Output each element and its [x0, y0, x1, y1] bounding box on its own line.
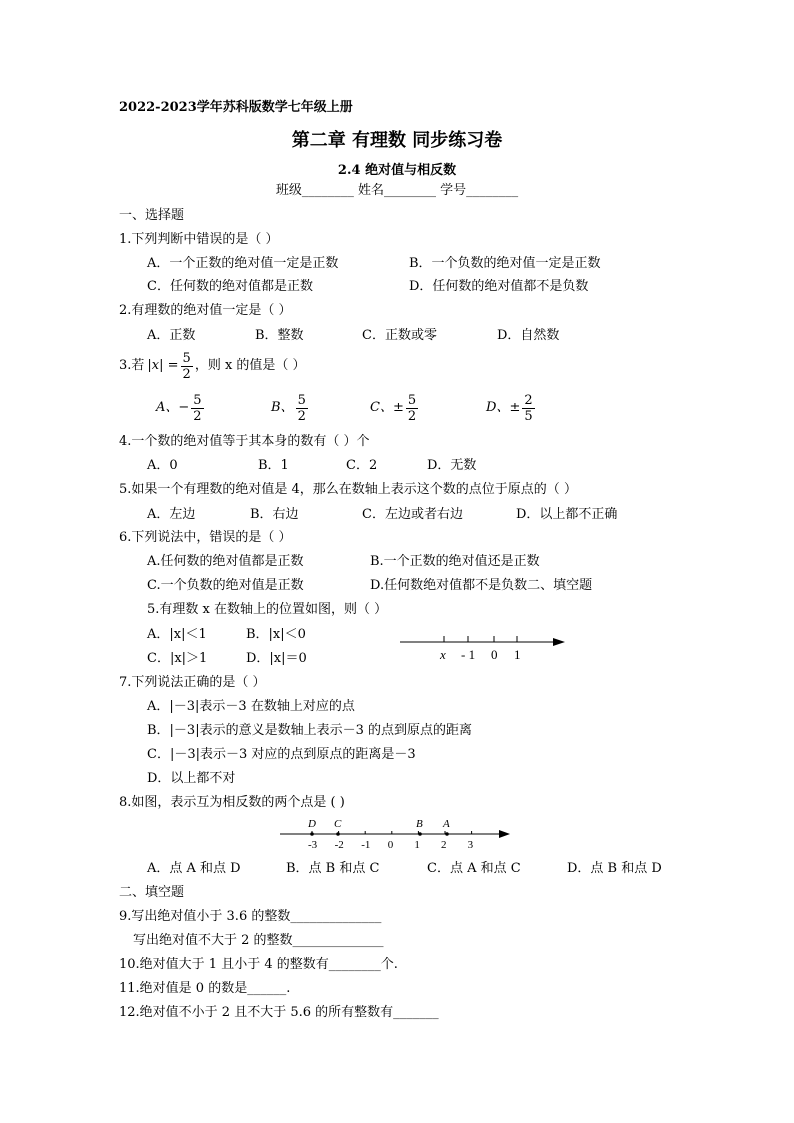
- option-a: A.任何数的绝对值都是正数: [147, 554, 304, 569]
- option-d: D．以上都不正确: [516, 507, 618, 522]
- arrow-head: [553, 638, 565, 646]
- question-stem: 7.下列说法正确的是（ ）: [119, 675, 266, 690]
- option-d: D．任何数的绝对值都不是负数: [409, 279, 589, 294]
- fraction: $\frac{5}{2}$: [297, 392, 306, 424]
- point-d: [310, 832, 314, 836]
- option-b: B．一个负数的绝对值一定是正数: [409, 256, 601, 271]
- tick-label: 2: [441, 839, 447, 851]
- arrow-head: [499, 830, 510, 838]
- number-line-figure: [278, 815, 514, 853]
- option-c: C．左边或者右边: [362, 507, 463, 522]
- option-b: B、 $\frac{5}{2}$: [271, 392, 306, 424]
- stem-suffix: ，则 x 的值是（ ）: [194, 358, 306, 373]
- point-b: [418, 832, 422, 836]
- option-b: B．点 B 和点 C: [286, 861, 380, 876]
- option-d: D．点 B 和点 D: [567, 861, 662, 876]
- chapter-title: 第二章 有理数 同步练习卷: [291, 130, 503, 151]
- option-c: C．|－3|表示－3 对应的点到原点的距离是－3: [147, 747, 416, 762]
- course-title: 2022-2023学年苏科版数学七年级上册: [119, 100, 353, 115]
- option-a: A．点 A 和点 D: [147, 861, 241, 876]
- section-heading-fill: 二、填空题: [119, 885, 185, 900]
- option-b: B．整数: [255, 328, 304, 343]
- option-b: B.一个正数的绝对值还是正数: [370, 554, 540, 569]
- section-title: 2.4 绝对值与相反数: [337, 163, 457, 178]
- question-stem: 2.有理数的绝对值一定是（ ）: [119, 303, 292, 318]
- label-minus-1: - 1: [461, 647, 476, 662]
- option-c: C、 ± $\frac{5}{2}$: [370, 392, 417, 424]
- option-d: D．无数: [427, 458, 477, 473]
- tick-label: 0: [387, 839, 394, 851]
- stem-prefix: 3.若: [119, 358, 145, 373]
- option-a: A．|x|＜1: [147, 627, 207, 642]
- tick-label: -3: [308, 839, 318, 851]
- option-a: A．|－3|表示－3 在数轴上对应的点: [147, 699, 355, 714]
- number-line-figure: [395, 630, 570, 664]
- option-b: B．|－3|表示的意义是数轴上表示－3 的点到原点的距离: [147, 723, 472, 738]
- option-c: C．任何数的绝对值都是正数: [147, 279, 313, 294]
- point-a: [445, 832, 449, 836]
- option-c: C.一个负数的绝对值是正数: [147, 578, 304, 593]
- label-0: 0: [491, 647, 498, 662]
- student-info-line: 班级________ 姓名________ 学号________: [275, 183, 519, 198]
- point-label-b: B: [416, 818, 423, 830]
- section-heading-choice: 一、选择题: [119, 208, 185, 223]
- option-a: A、 − $\frac{5}{2}$: [156, 392, 202, 424]
- question-10: 10.绝对值大于 1 且小于 4 的整数有________个.: [119, 957, 398, 972]
- option-c: C．点 A 和点 C: [427, 861, 521, 876]
- fraction: $\frac{5}{2}$: [407, 392, 417, 424]
- option-d: D．自然数: [497, 328, 560, 343]
- option-a: A．正数: [147, 328, 196, 343]
- fraction: $\frac{5}{2}$: [193, 392, 202, 424]
- option-a: A．一个正数的绝对值一定是正数: [147, 256, 339, 271]
- question-9-line-1: 9.写出绝对值小于 3.6 的整数______________: [119, 909, 382, 924]
- question-stem: 5.有理数 x 在数轴上的位置如图，则（ ）: [147, 602, 388, 617]
- question-11: 11.绝对值是 0 的数是______.: [119, 981, 291, 996]
- option-a: A．左边: [147, 507, 196, 522]
- question-stem: 4.一个数的绝对值等于其本身的数有（ ）个: [119, 434, 370, 449]
- question-stem: 1.下列判断中错误的是（ ）: [119, 232, 279, 247]
- option-c: C．2: [346, 458, 378, 473]
- tick-label: -1: [361, 839, 371, 851]
- question-stem: 5.如果一个有理数的绝对值是 4，那么在数轴上表示这个数的点位于原点的（ ）: [119, 482, 577, 497]
- option-d: D．|x|＝0: [246, 651, 307, 666]
- option-d: D、 ± $\frac{2}{5}$: [486, 392, 533, 424]
- question-9-line-2: 写出绝对值不大于 2 的整数______________: [133, 933, 384, 948]
- point-label-d: D: [308, 818, 316, 830]
- option-d: D.任何数绝对值都不是负数二、填空题: [370, 578, 593, 593]
- question-12: 12.绝对值不小于 2 且不大于 5.6 的所有整数有_______: [119, 1005, 439, 1020]
- question-stem: 6.下列说法中，错误的是（ ）: [119, 530, 292, 545]
- fraction: $\frac{5}{2}$: [182, 350, 191, 382]
- point-label-c: C: [334, 818, 342, 830]
- option-a: A．0: [147, 458, 178, 473]
- option-b: B．1: [258, 458, 289, 473]
- label-1: 1: [514, 647, 521, 662]
- tick-label: -2: [334, 839, 344, 851]
- question-stem: [119, 346, 306, 386]
- tick-label: 3: [467, 839, 474, 851]
- option-b: B．|x|＜0: [246, 627, 306, 642]
- option-c: C．正数或零: [362, 328, 437, 343]
- label-x: x: [440, 647, 446, 662]
- point-label-a: A: [443, 818, 450, 830]
- abs-expression: |x| =: [147, 358, 179, 373]
- option-b: B．右边: [250, 507, 299, 522]
- question-stem: 8.如图，表示互为相反数的两个点是 ( ): [119, 795, 345, 810]
- tick-label: 1: [414, 839, 420, 851]
- option-c: C．|x|＞1: [147, 651, 208, 666]
- option-d: D．以上都不对: [147, 771, 236, 786]
- point-c: [336, 832, 340, 836]
- fraction: $\frac{2}{5}$: [524, 392, 533, 424]
